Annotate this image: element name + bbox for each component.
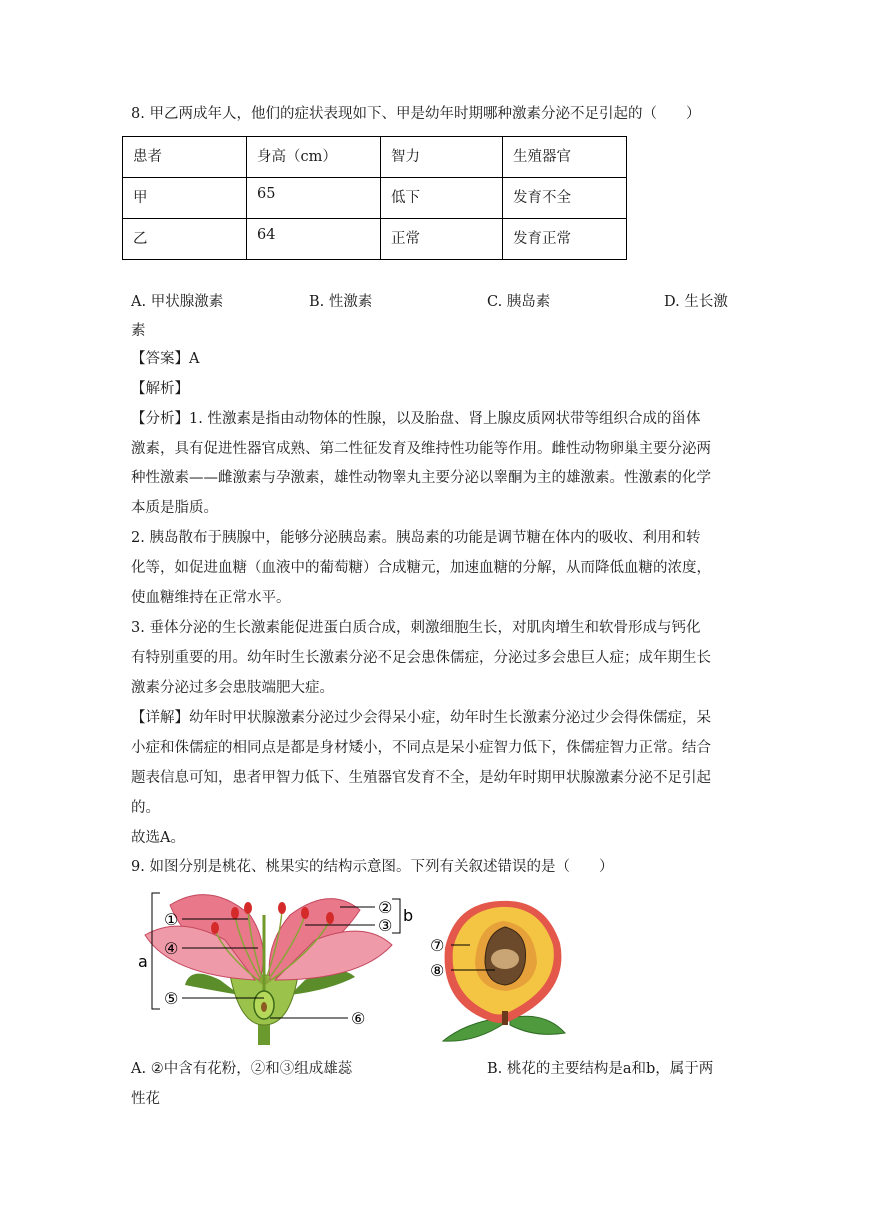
analysis-line: 激素分泌过多会患肢端肥大症。 [131,680,334,696]
peach-fruit-diagram [425,893,575,1045]
detail-line: 的。 [131,800,160,816]
table-cell: 甲 [123,178,247,219]
detail-line: 【详解】幼年时甲状腺激素分泌过少会得呆小症，幼年时生长激素分泌过少会得侏儒症，呆 [131,710,711,726]
label-8: ⑧ [430,961,445,980]
peach-flower-diagram [130,885,414,1045]
analysis-line: 2. 胰岛散布于胰腺中，能够分泌胰岛素。胰岛素的功能是调节糖在体内的吸收、利用和转 [131,530,701,546]
table-cell: 65 [247,178,381,219]
option-a: A. 甲状腺激素 [131,294,224,310]
label-7: ⑦ [430,936,445,955]
answer-line: 【答案】A [131,351,200,367]
label-1: ① [164,910,179,929]
analysis-line: 3. 垂体分泌的生长激素能促进蛋白质合成，刺激细胞生长，对肌肉增生和软骨形成与钙化 [131,620,701,636]
analysis-line: 有特别重要的用。幼年时生长激素分泌不足会患侏儒症，分泌过多会患巨人症；成年期生长 [131,650,711,666]
analysis-heading: 【解析】 [131,381,189,397]
option-b: B. 性激素 [309,294,373,310]
q9-option-b-continued: 性花 [131,1091,160,1107]
label-2: ② [378,898,393,917]
label-b: b [403,906,414,925]
table-cell: 低下 [381,178,503,219]
table-cell: 发育不全 [503,178,627,219]
option-d: D. 生长激 [664,294,728,310]
question-8-stem: 8. 甲乙两成年人，他们的症状表现如下、甲是幼年时期哪种激素分泌不足引起的（ ） [131,106,701,122]
question-9-stem: 9. 如图分别是桃花、桃果实的结构示意图。下列有关叙述错误的是（ ） [131,859,614,875]
conclusion-line: 故选A。 [131,830,185,846]
label-6: ⑥ [351,1009,366,1028]
analysis-line: 使血糖维持在正常水平。 [131,590,291,606]
table-cell: 发育正常 [503,219,627,260]
table-header-cell: 身高（cm） [247,137,381,178]
q9-option-b: B. 桃花的主要结构是a和b，属于两 [487,1061,714,1077]
option-c: C. 胰岛素 [487,294,551,310]
table-cell: 正常 [381,219,503,260]
analysis-line: 化等，如促进血糖（血液中的葡萄糖）合成糖元，加速血糖的分解，从而降低血糖的浓度， [131,560,711,576]
table-row [123,178,627,219]
analysis-line: 【分析】1. 性激素是指由动物体的性腺，以及胎盘、肾上腺皮质网状带等组织合成的甾体 [131,411,701,427]
symptom-table [122,136,627,260]
table-header-cell: 患者 [123,137,247,178]
detail-line: 题表信息可知，患者甲智力低下、生殖器官发育不全，是幼年时期甲状腺激素分泌不足引起 [131,770,711,786]
table-header-cell: 智力 [381,137,503,178]
detail-line: 小症和侏儒症的相同点是都是身材矮小，不同点是呆小症智力低下，侏儒症智力正常。结合 [131,740,711,756]
label-5: ⑤ [164,989,179,1008]
label-4: ④ [164,939,179,958]
analysis-line: 本质是脂质。 [131,500,218,516]
table-header-row [123,137,627,178]
analysis-line: 种性激素——雌激素与孕激素，雄性动物睾丸主要分泌以睾酮为主的雄激素。性激素的化学 [131,470,711,486]
label-a: a [138,952,148,971]
q9-option-a: A. ②中含有花粉，②和③组成雄蕊 [131,1061,353,1077]
option-d-continued: 素 [131,323,146,339]
label-3: ③ [378,916,393,935]
table-row [123,219,627,260]
table-cell: 乙 [123,219,247,260]
table-header-cell: 生殖器官 [503,137,627,178]
analysis-line: 激素，具有促进性器官成熟、第二性征发育及维持性功能等作用。雌性动物卵巢主要分泌两 [131,441,711,457]
table-cell: 64 [247,219,381,260]
